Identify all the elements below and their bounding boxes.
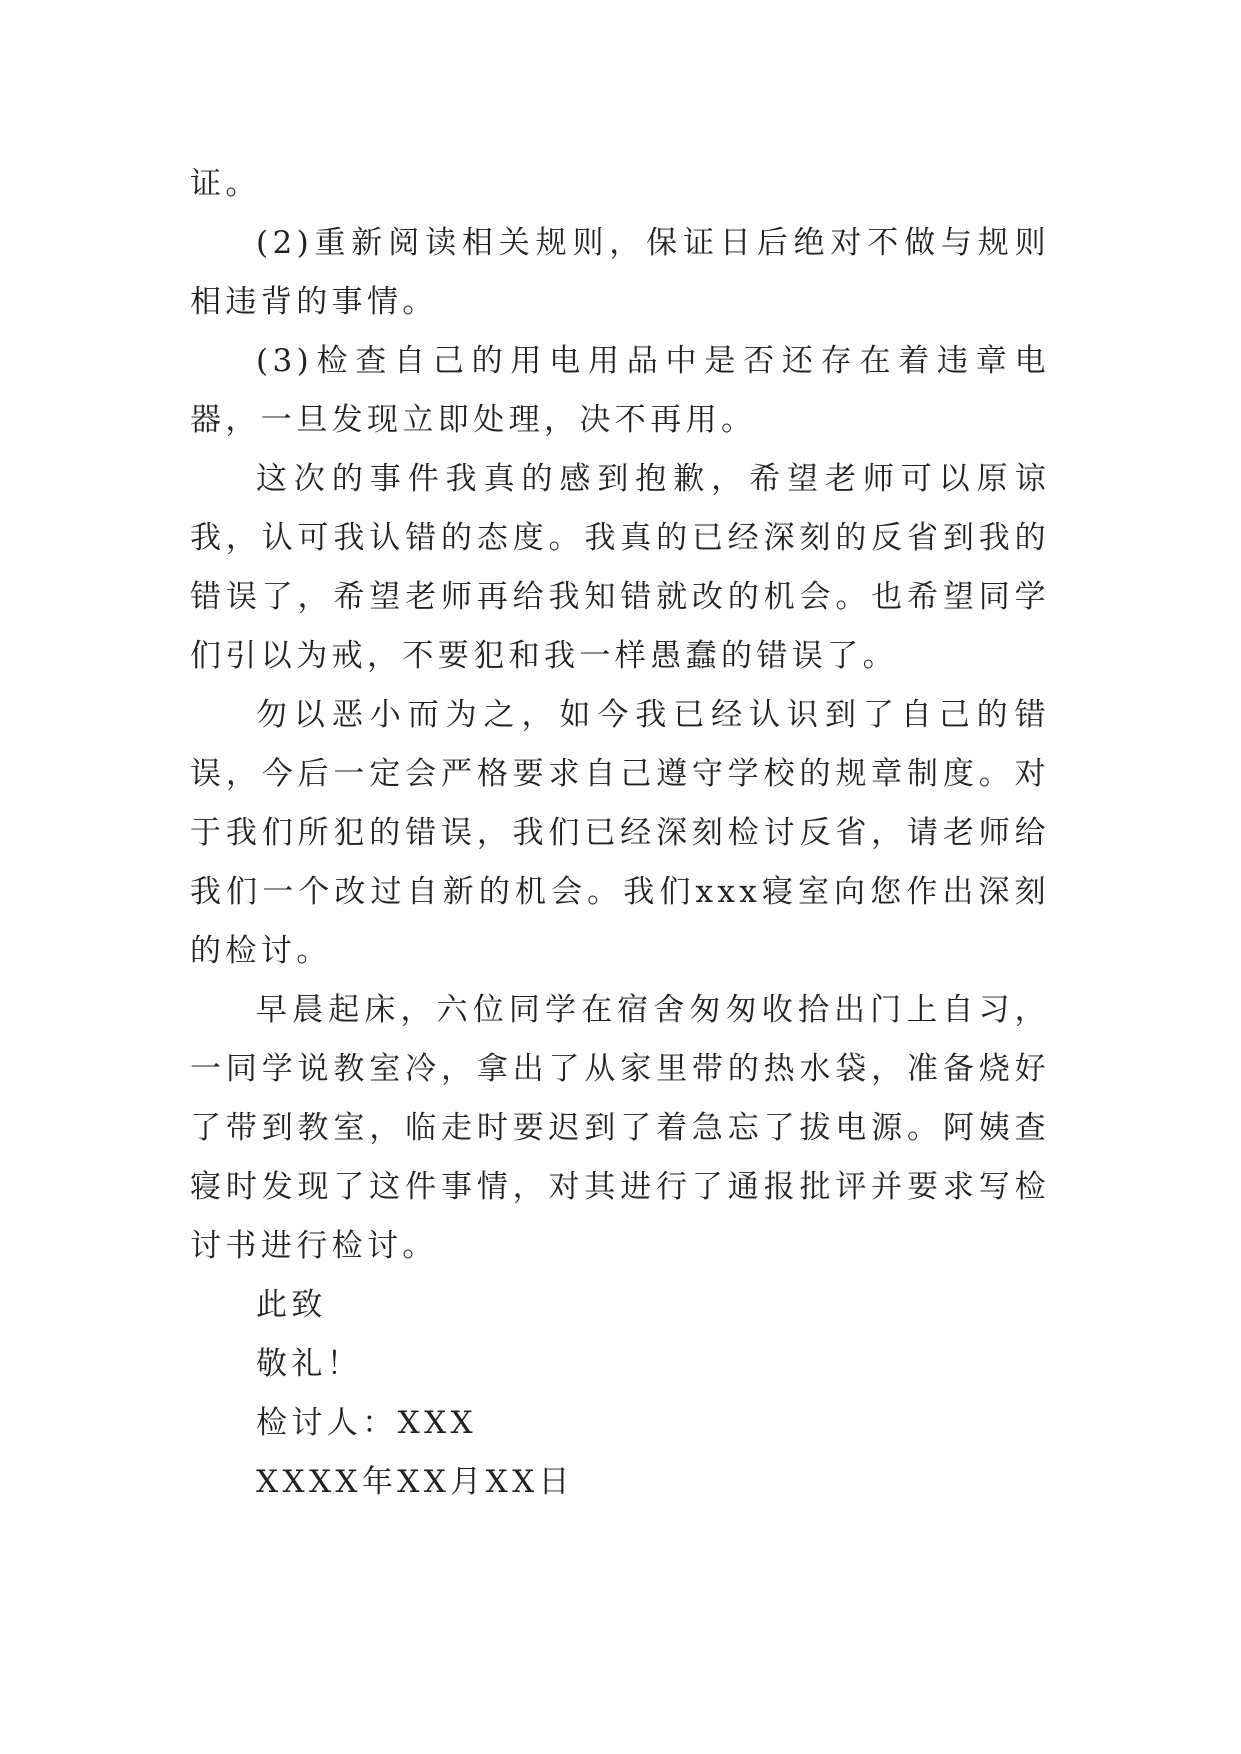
document-body [190,155,1050,1512]
paragraph-apology: 这次的事件我真的感到抱歉，希望老师可以原谅我，认可我认错的态度。我真的已经深刻的反省到我的错误了，希望老师再给我知错就改的机会。也希望同学们引以为戒，不要犯和我一样愚蠢的错误了。 [190,461,1050,674]
paragraph-item-2: (2)重新阅读相关规则，保证日后绝对不做与规则相违背的事情。 [190,225,1050,320]
date-line: XXXX年XX月XX日 [256,1464,574,1500]
paragraph-incident: 早晨起床，六位同学在宿舍匆匆收拾出门上自习，一同学说教室冷，拿出了从家里带的热水袋，准备烧好了带到教室，临走时要迟到了着急忘了拔电源。阿姨查寝时发现了这件事情，对其进行了通报批评并要求写检讨书进行检讨。 [190,992,1050,1264]
closing-salutation: 此致 [256,1287,327,1323]
paragraph-item-3: (3)检查自己的用电用品中是否还存在着违章电器，一旦发现立即处理，决不再用。 [190,343,1050,438]
closing-regards: 敬礼！ [256,1346,363,1382]
paragraph-reflection: 勿以恶小而为之，如今我已经认识到了自己的错误，今后一定会严格要求自己遵守学校的规章制度。对于我们所犯的错误，我们已经深刻检讨反省，请老师给我们一个改过自新的机会。我们xxx寝室向您作出深刻的检讨。 [190,697,1050,969]
signer-line: 检讨人：XXX [256,1405,478,1441]
paragraph-continuation: 证。 [190,166,261,202]
